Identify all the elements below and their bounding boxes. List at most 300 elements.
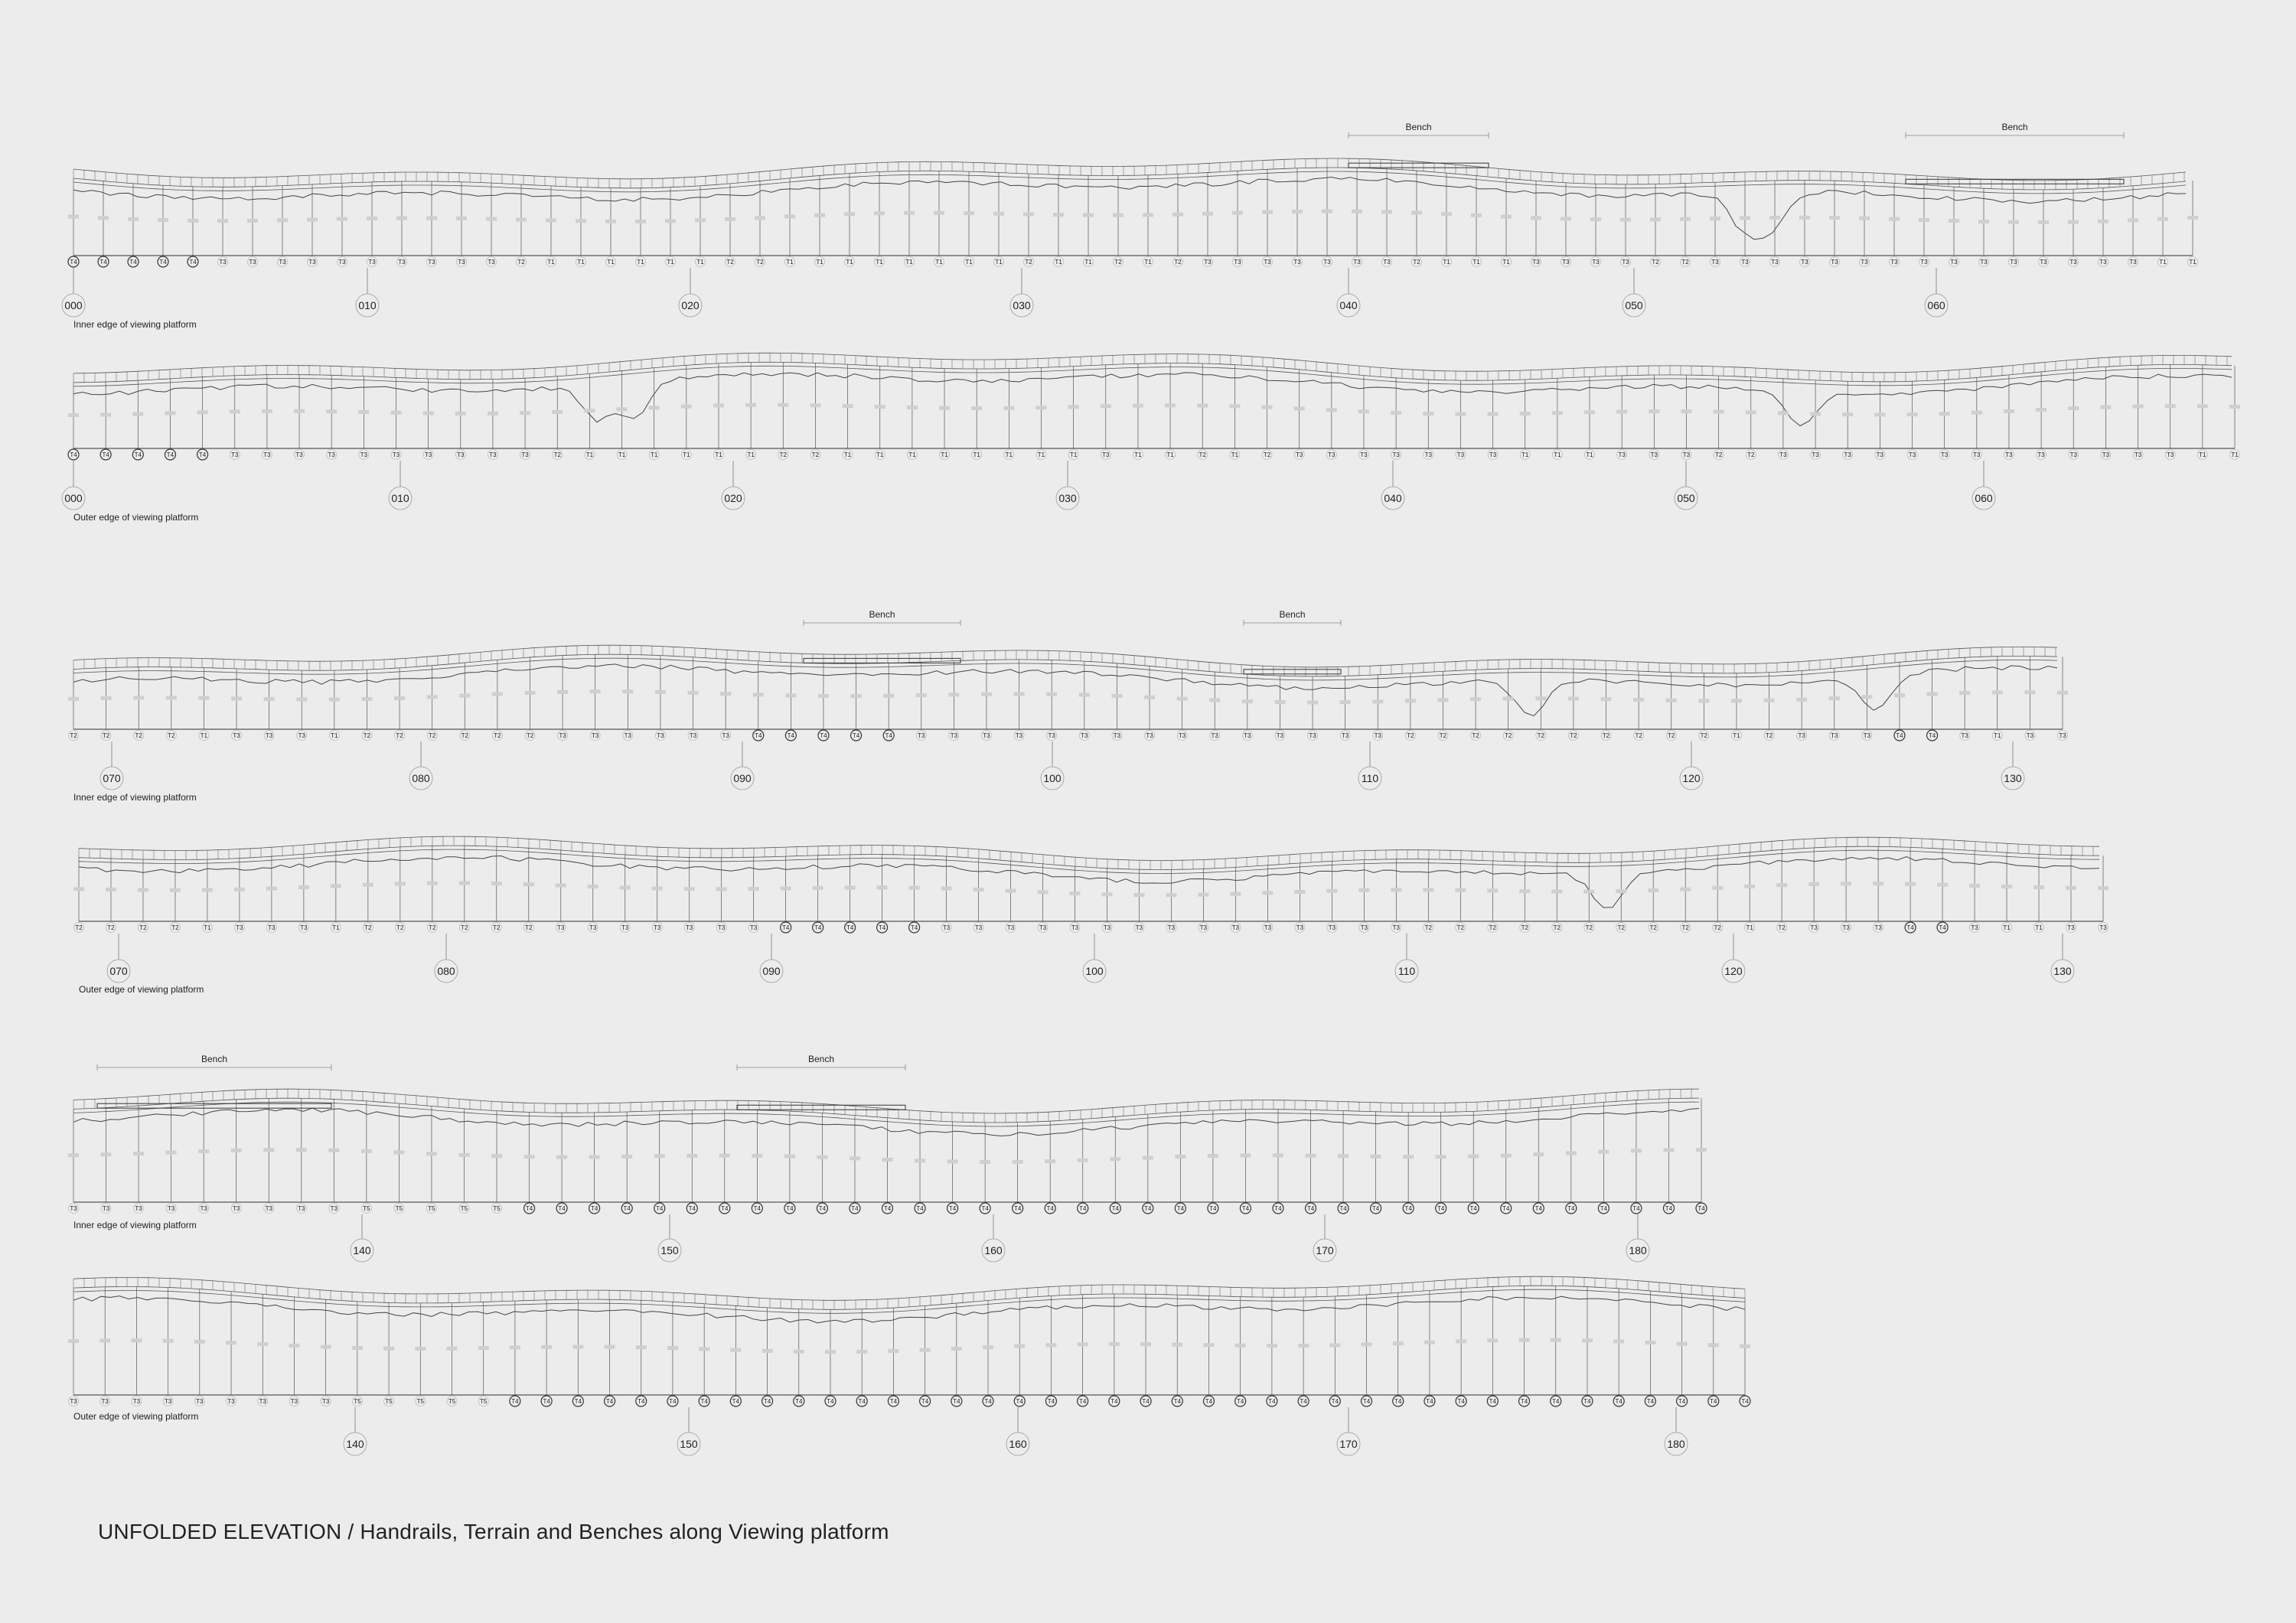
post-tag-label: T1 <box>846 259 853 266</box>
post-tag-label: T4 <box>1896 732 1903 739</box>
post-tag-label: T4 <box>166 451 174 458</box>
post-height-mark <box>1905 882 1916 886</box>
post-tag-label: T2 <box>429 924 436 931</box>
post-tag <box>1970 923 1980 933</box>
station-label: 100 <box>1043 772 1062 784</box>
post-tag-label: T3 <box>1293 259 1301 266</box>
post-tag-label: T4 <box>1047 1398 1055 1405</box>
post-tag <box>951 1396 962 1406</box>
post-tag-label: T4 <box>700 1398 708 1405</box>
post-tag <box>1584 923 1594 933</box>
post-tag-label: T1 <box>1521 451 1529 458</box>
post-height-mark <box>1487 888 1498 892</box>
post-tag-label: T4 <box>984 1398 992 1405</box>
post-height-mark <box>1959 691 1970 695</box>
post-tag <box>395 923 405 933</box>
post-tag-label: T4 <box>1939 924 1946 931</box>
station-label: 030 <box>1058 492 1077 504</box>
post-tag-label: T1 <box>786 259 794 266</box>
post-tag-label: T5 <box>363 1205 370 1212</box>
post-height-mark <box>652 887 663 891</box>
post-tag-label: T2 <box>396 924 404 931</box>
post-tag-label: T3 <box>557 924 565 931</box>
post-tag <box>132 449 143 460</box>
post-tag <box>1172 1396 1182 1406</box>
post-tag-label: T2 <box>171 924 179 931</box>
post-tag <box>687 1203 697 1214</box>
post-tag <box>1843 450 1853 460</box>
post-height-mark <box>725 217 735 221</box>
post-tag <box>1711 257 1720 267</box>
station-marker <box>100 741 123 790</box>
post-height-mark <box>1113 213 1124 217</box>
handrail-bottom-line <box>79 849 2099 873</box>
bench-outline <box>737 1105 905 1110</box>
post-height-mark <box>1598 1150 1609 1154</box>
post-tag <box>1371 1203 1381 1214</box>
post-tag <box>1621 257 1631 267</box>
post-tag <box>2099 257 2108 267</box>
post-tag-label: T1 <box>1134 451 1142 458</box>
post-tag-label: T3 <box>2067 924 2075 931</box>
post-height-mark <box>1175 1155 1186 1159</box>
post-tag <box>1992 731 2002 741</box>
post-tag-label: T4 <box>732 1398 740 1405</box>
post-tag <box>100 449 111 460</box>
post-tag <box>781 922 791 933</box>
post-tag <box>101 731 111 741</box>
station-label: 050 <box>1625 299 1643 311</box>
post-height-mark <box>459 694 470 698</box>
post-tag-label: T4 <box>1268 1398 1276 1405</box>
post-height-mark <box>1677 1342 1688 1346</box>
post-tag <box>721 731 731 741</box>
station-marker <box>1041 741 1064 790</box>
post-height-mark <box>1488 412 1499 416</box>
post-tag-label: T3 <box>1178 732 1186 739</box>
post-tag <box>636 1396 647 1406</box>
post-tag <box>1112 731 1122 741</box>
post-tag <box>1173 257 1183 267</box>
post-height-mark <box>257 1342 268 1346</box>
post-tag-label: T1 <box>1166 451 1174 458</box>
post-tag <box>875 257 885 267</box>
post-height-mark <box>426 217 437 220</box>
post-tag <box>1203 257 1213 267</box>
post-tag-label: T1 <box>2231 451 2239 458</box>
post-tag <box>363 923 373 933</box>
post-tag <box>2058 731 2068 741</box>
post-tag <box>2025 731 2035 741</box>
post-tag <box>2002 923 2012 933</box>
post-tag-label: T1 <box>696 259 704 266</box>
post-tag <box>1797 731 1807 741</box>
post-tag-label: T3 <box>1920 259 1928 266</box>
post-tag <box>719 1203 730 1214</box>
strip-1-outer <box>62 353 2240 523</box>
bench-label: Bench <box>807 1054 835 1064</box>
post-height-mark <box>1274 700 1285 704</box>
post-tag <box>1358 450 1368 460</box>
post-tag-label: T4 <box>1502 1205 1510 1212</box>
post-tag <box>1373 731 1383 741</box>
post-tag-label: T1 <box>651 451 658 458</box>
post-tag <box>815 257 825 267</box>
post-tag-label: T3 <box>1489 451 1497 458</box>
post-height-mark <box>446 1347 457 1351</box>
post-tag <box>949 731 959 741</box>
post-tag-label: T3 <box>1562 259 1570 266</box>
post-height-mark <box>1101 404 1111 408</box>
post-height-mark <box>699 1347 709 1351</box>
post-tag-label: T3 <box>2005 451 2013 458</box>
post-height-mark <box>1566 1151 1577 1155</box>
handrail-balusters <box>73 158 2184 190</box>
post-tag <box>748 923 758 933</box>
post-height-mark <box>1035 406 1046 409</box>
post-tag <box>652 923 662 933</box>
post-tag-label: T3 <box>1146 732 1153 739</box>
post-tag-label: T1 <box>905 259 913 266</box>
post-tag <box>289 1396 299 1406</box>
post-tag <box>810 450 820 460</box>
posts <box>68 362 2240 460</box>
post-tag-label: T2 <box>107 924 115 931</box>
post-tag-label: T3 <box>1048 732 1055 739</box>
post-tag-label: T2 <box>364 924 372 931</box>
post-height-mark <box>166 1151 177 1155</box>
post-height-mark <box>262 409 272 413</box>
post-tag <box>1971 450 1981 460</box>
post-height-mark <box>296 1148 307 1152</box>
post-height-mark <box>328 1149 339 1152</box>
post-height-mark <box>363 883 373 887</box>
post-tag <box>556 923 566 933</box>
station-label: 050 <box>1677 492 1695 504</box>
post-height-mark <box>1776 883 1787 887</box>
post-height-mark <box>556 884 566 888</box>
post-tag-label: T3 <box>2129 259 2137 266</box>
post-height-mark <box>1551 1338 1561 1342</box>
post-tag-label: T3 <box>1532 259 1540 266</box>
post-tag <box>1240 1203 1251 1214</box>
handrail-balusters <box>73 353 2227 383</box>
post-tag <box>1519 1396 1530 1406</box>
post-tag-label: T4 <box>948 1205 957 1212</box>
post-tag <box>825 1396 836 1406</box>
post-tag <box>1696 1203 1707 1214</box>
post-tag-label: T4 <box>1552 1398 1560 1405</box>
post-height-mark <box>1616 409 1627 413</box>
post-tag-label: T4 <box>818 1205 827 1212</box>
post-tag-label: T3 <box>1374 732 1381 739</box>
strip-caption: Outer edge of viewing platform <box>79 984 204 995</box>
post-height-mark <box>993 212 1004 216</box>
post-tag <box>1488 450 1498 460</box>
post-tag-label: T4 <box>574 1398 582 1405</box>
post-height-mark <box>1003 406 1014 410</box>
post-height-mark <box>688 691 699 695</box>
post-tag-label: T3 <box>1113 732 1121 739</box>
post-height-mark <box>456 217 467 220</box>
station-label: 110 <box>1397 965 1416 977</box>
post-height-mark <box>427 695 438 699</box>
post-tag <box>636 257 646 267</box>
post-tag-label: T3 <box>330 1205 338 1212</box>
post-height-mark <box>1372 699 1383 703</box>
post-tag <box>905 257 915 267</box>
post-height-mark <box>1501 1154 1512 1158</box>
post-height-mark <box>794 1350 804 1354</box>
post-tag <box>1634 731 1644 741</box>
post-tag-label: T1 <box>637 259 644 266</box>
post-tag-label: T4 <box>763 1398 771 1405</box>
post-tag-label: T1 <box>843 451 852 458</box>
post-tag <box>1133 450 1143 460</box>
post-tag <box>264 1204 274 1214</box>
post-height-mark <box>1778 411 1789 415</box>
post-height-mark <box>234 888 245 891</box>
post-tag <box>655 731 665 741</box>
post-tag <box>1809 923 1819 933</box>
post-tag <box>197 449 208 460</box>
post-height-mark <box>1423 412 1433 416</box>
post-height-mark <box>1235 1344 1246 1348</box>
post-height-mark <box>572 1345 583 1349</box>
station-label: 000 <box>64 492 83 504</box>
post-height-mark <box>231 696 242 700</box>
post-tag <box>1199 923 1208 933</box>
post-tag-label: T4 <box>638 1398 645 1405</box>
post-tag-label: T4 <box>688 1205 696 1212</box>
post-tag-label: T3 <box>1353 259 1361 266</box>
post-tag <box>296 1204 306 1214</box>
post-tag <box>755 257 765 267</box>
station-label: 150 <box>660 1244 679 1256</box>
terrain-profile <box>73 664 2057 716</box>
post-tag <box>1764 731 1774 741</box>
post-tag-label: T2 <box>1521 924 1528 931</box>
post-height-mark <box>1714 410 1724 414</box>
post-tag-label: T5 <box>480 1398 488 1405</box>
post-tag-label: T1 <box>995 259 1003 266</box>
post-height-mark <box>1078 1159 1088 1162</box>
station-marker <box>1680 741 1703 790</box>
post-tag <box>231 1204 241 1214</box>
post-tag-label: T4 <box>1331 1398 1339 1405</box>
post-tag <box>784 1203 795 1214</box>
post-height-mark <box>1649 409 1659 413</box>
post-tag <box>2069 257 2079 267</box>
post-height-mark <box>266 887 277 891</box>
post-height-mark <box>1799 216 1810 220</box>
post-tag <box>427 257 437 267</box>
post-height-mark <box>491 882 502 885</box>
post-tag-label: T2 <box>1585 924 1593 931</box>
station-marker <box>1722 934 1745 983</box>
post-height-mark <box>1680 217 1691 221</box>
post-height-mark <box>170 888 181 892</box>
post-tag <box>813 922 823 933</box>
station-marker <box>1395 934 1418 983</box>
post-height-mark <box>817 1155 827 1159</box>
post-tag <box>488 450 497 460</box>
post-tag-label: T3 <box>1831 259 1838 266</box>
post-tag <box>1745 923 1755 933</box>
post-tag <box>2037 450 2047 460</box>
post-tag <box>1047 731 1057 741</box>
post-tag-label: T4 <box>1520 1398 1528 1405</box>
post-tag <box>1143 1203 1153 1214</box>
post-tag-label: T4 <box>721 1205 729 1212</box>
post-height-mark <box>745 403 756 407</box>
post-height-mark <box>556 1155 567 1159</box>
post-tag-label: T3 <box>1950 259 1958 266</box>
post-height-mark <box>844 212 855 216</box>
station-label: 150 <box>680 1438 698 1450</box>
post-height-mark <box>1648 888 1658 892</box>
station-label: 020 <box>681 299 700 311</box>
post-tag <box>362 731 372 741</box>
post-height-mark <box>1468 1155 1479 1159</box>
post-height-mark <box>1859 217 1870 220</box>
post-tag <box>1875 450 1885 460</box>
post-tag <box>681 450 691 460</box>
post-tag <box>1391 923 1401 933</box>
post-tag-label: T1 <box>1586 451 1593 458</box>
post-tag-label: T3 <box>942 924 951 931</box>
post-tag-label: T3 <box>1383 259 1391 266</box>
post-tag-label: T3 <box>167 1205 175 1212</box>
strip-caption: Inner edge of viewing platform <box>73 792 197 803</box>
post-tag <box>2004 450 2014 460</box>
post-tag-label: T2 <box>1199 451 1206 458</box>
post-height-mark <box>2098 220 2108 223</box>
post-tag <box>947 1203 958 1214</box>
post-tag-label: T4 <box>1906 924 1914 931</box>
post-tag <box>1242 731 1252 741</box>
bench-annotation <box>1244 609 1341 674</box>
post-height-mark <box>1083 213 1094 217</box>
post-tag <box>1045 1396 1056 1406</box>
post-tag <box>941 923 951 933</box>
post-tag-label: T4 <box>910 924 918 931</box>
post-tag-label: T1 <box>1037 451 1045 458</box>
post-tag-label: T3 <box>1876 451 1884 458</box>
post-tag <box>1939 450 1949 460</box>
post-tag <box>1830 257 1840 267</box>
post-tag-label: T4 <box>189 259 197 266</box>
post-tag <box>785 730 796 741</box>
terrain-profile <box>73 1108 1699 1136</box>
station-label: 090 <box>733 772 752 784</box>
post-tag-label: T3 <box>290 1398 298 1405</box>
post-tag-label: T3 <box>1341 732 1349 739</box>
post-height-mark <box>605 1345 615 1349</box>
post-tag-label: T2 <box>1635 732 1642 739</box>
post-tag-label: T4 <box>1928 732 1936 739</box>
post-height-mark <box>1140 1342 1151 1346</box>
post-height-mark <box>68 215 79 219</box>
post-height-mark <box>486 217 497 221</box>
post-tag-label: T1 <box>1005 451 1013 458</box>
post-tag-label: T3 <box>70 1205 77 1212</box>
post-height-mark <box>198 1149 209 1153</box>
post-tag-label: T3 <box>360 451 368 458</box>
post-tag <box>541 1396 552 1406</box>
post-tag-label: T2 <box>1174 259 1182 266</box>
post-tag <box>883 730 894 741</box>
post-tag-label: T3 <box>2102 451 2110 458</box>
post-height-mark <box>516 218 527 222</box>
post-tag-label: T4 <box>1534 1205 1542 1212</box>
post-tag <box>1004 450 1014 460</box>
post-height-mark <box>99 1338 110 1342</box>
post-tag-label: T3 <box>2040 259 2047 266</box>
post-height-mark <box>2004 409 2014 413</box>
post-tag-label: T2 <box>1413 259 1420 266</box>
post-tag-label: T3 <box>1940 451 1949 458</box>
post-tag-label: T2 <box>1456 924 1464 931</box>
post-height-mark <box>337 217 347 221</box>
post-tag-label: T4 <box>70 451 77 458</box>
station-marker <box>1623 268 1645 317</box>
post-height-mark <box>1177 697 1188 701</box>
post-height-mark <box>2066 886 2076 890</box>
post-tag <box>588 923 598 933</box>
post-tag <box>1487 1396 1498 1406</box>
bench-outline <box>1244 670 1341 674</box>
post-tag <box>457 257 467 267</box>
post-height-mark <box>1209 699 1220 702</box>
post-height-mark <box>2038 220 2049 224</box>
post-tag-label: T3 <box>321 1398 330 1405</box>
post-height-mark <box>1046 693 1057 696</box>
station-label: 040 <box>1384 492 1402 504</box>
post-height-mark <box>1172 213 1183 217</box>
post-height-mark <box>934 211 944 215</box>
post-height-mark <box>1197 404 1208 408</box>
post-height-mark <box>748 887 759 891</box>
post-tag <box>666 257 676 267</box>
post-height-mark <box>695 218 706 222</box>
post-tag <box>1203 1396 1214 1406</box>
post-height-mark <box>2100 406 2111 409</box>
post-height-mark <box>1769 216 1780 220</box>
post-tag <box>459 1204 469 1214</box>
post-tag-label: T4 <box>916 1205 924 1212</box>
post-tag-label: T4 <box>921 1398 929 1405</box>
post-tag-label: T1 <box>1443 259 1450 266</box>
post-tag-label: T3 <box>1006 924 1015 931</box>
post-height-mark <box>546 218 556 222</box>
post-tag <box>1582 1396 1593 1406</box>
post-tag <box>553 450 563 460</box>
post-height-mark <box>1053 213 1064 217</box>
post-height-mark <box>68 1339 79 1343</box>
post-height-mark <box>2008 220 2019 224</box>
post-tag <box>915 1203 925 1214</box>
post-height-mark <box>2165 404 2176 408</box>
post-tag <box>794 1396 804 1406</box>
post-tag-label: T3 <box>2099 924 2107 931</box>
post-height-mark <box>655 690 666 694</box>
post-tag <box>1070 923 1080 933</box>
post-tag-label: T4 <box>1209 1205 1217 1212</box>
post-tag-label: T3 <box>1890 259 1898 266</box>
post-tag <box>1306 1203 1316 1214</box>
post-tag-label: T4 <box>99 259 107 266</box>
